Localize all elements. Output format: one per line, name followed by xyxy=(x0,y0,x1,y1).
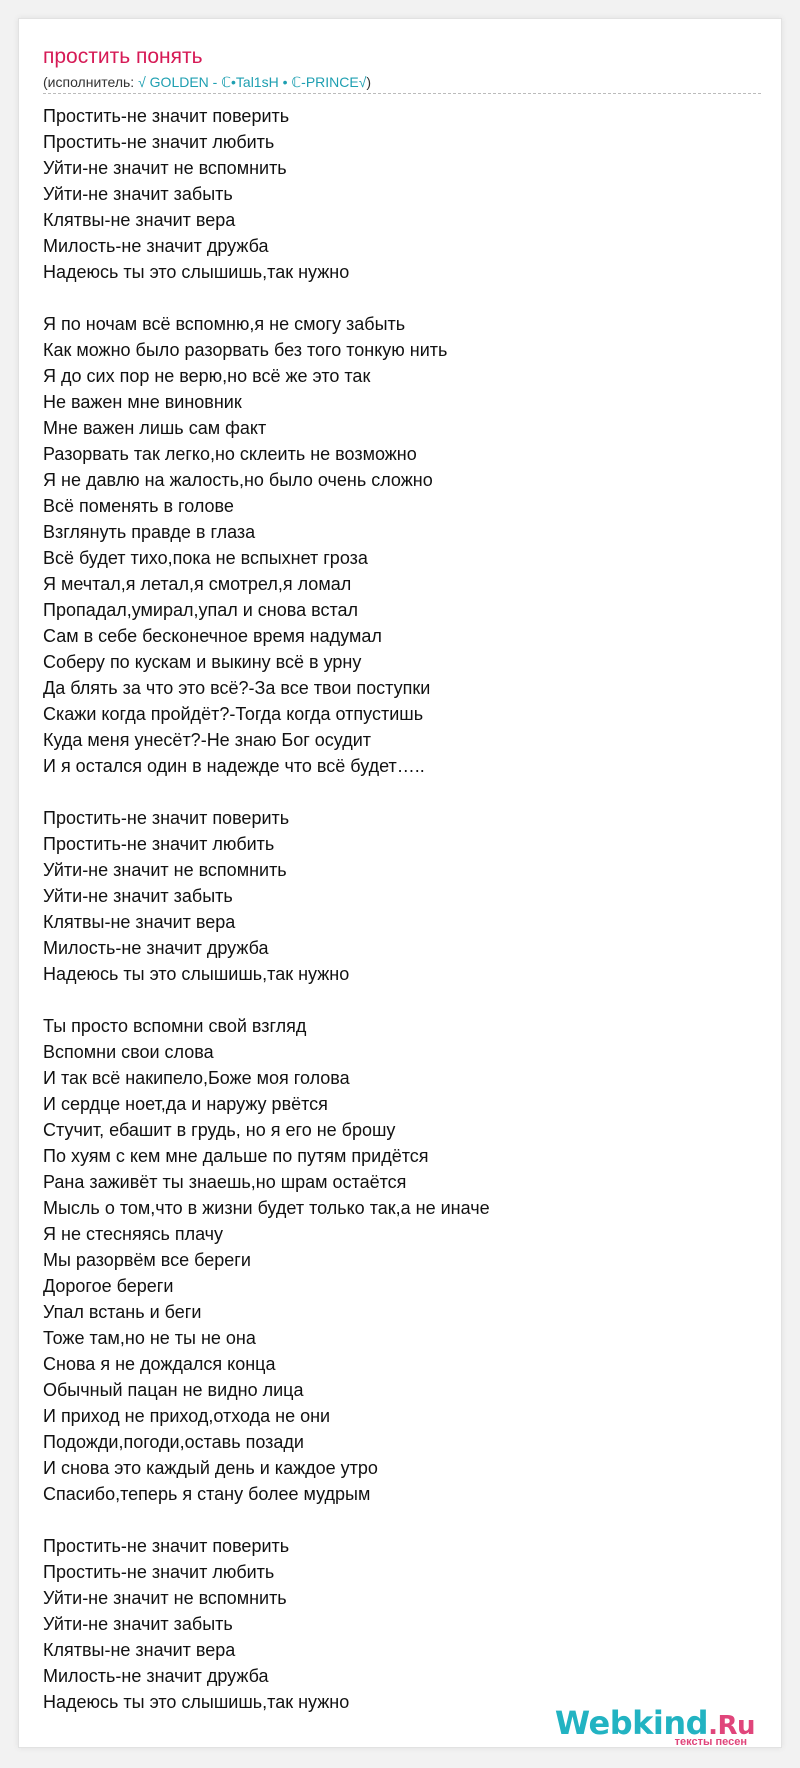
lyric-line: Куда меня унесёт?-Не знаю Бог осудит xyxy=(43,730,372,750)
site-logo[interactable] xyxy=(554,1704,755,1748)
lyric-line: Мысль о том,что в жизни будет только так,а не иначе xyxy=(43,1198,490,1218)
lyric-line: Да блять за что это всё?-За все твои поступки xyxy=(43,678,431,698)
lyric-line: Клятвы-не значит вера xyxy=(43,912,236,932)
logo-subtitle: тексты песен xyxy=(674,1736,747,1748)
lyric-line: Пропадал,умирал,упал и снова встал xyxy=(43,600,359,620)
lyric-line: Сам в себе бесконечное время надумал xyxy=(43,626,382,646)
lyric-line: Надеюсь ты это слышишь,так нужно xyxy=(43,1692,350,1712)
lyric-line: Разорвать так легко,но склеить не возможно xyxy=(43,444,417,464)
lyric-line: Скажи когда пройдёт?-Тогда когда отпустишь xyxy=(43,704,424,724)
lyric-line: Я по ночам всё вспомню,я не смогу забыть xyxy=(43,314,406,334)
lyric-line: Тоже там,но не ты не она xyxy=(43,1328,256,1348)
lyrics-text xyxy=(43,103,490,1715)
stanza-break xyxy=(43,987,490,1013)
lyric-line: Подожди,погоди,оставь позади xyxy=(43,1432,304,1452)
lyric-line: Вспомни свои слова xyxy=(43,1042,214,1062)
lyric-line: Клятвы-не значит вера xyxy=(43,210,236,230)
lyric-line: Уйти-не значит забыть xyxy=(43,184,233,204)
lyric-line: Клятвы-не значит вера xyxy=(43,1640,236,1660)
lyric-line: Простить-не значит любить xyxy=(43,132,275,152)
lyric-line: Обычный пацан не видно лица xyxy=(43,1380,304,1400)
lyric-line: Надеюсь ты это слышишь,так нужно xyxy=(43,262,350,282)
lyric-line: Взглянуть правде в глаза xyxy=(43,522,256,542)
lyric-line: Простить-не значит поверить xyxy=(43,106,290,126)
lyric-line: По хуям с кем мне дальше по путям придётся xyxy=(43,1146,429,1166)
lyric-line: Милость-не значит дружба xyxy=(43,938,269,958)
header-divider xyxy=(43,93,761,94)
lyric-line: Рана заживёт ты знаешь,но шрам остаётся xyxy=(43,1172,407,1192)
lyric-line: Милость-не значит дружба xyxy=(43,236,269,256)
lyrics-card xyxy=(18,18,782,1748)
lyric-line: Снова я не дождался конца xyxy=(43,1354,276,1374)
lyric-line: Мы разорвём все береги xyxy=(43,1250,251,1270)
stanza-break xyxy=(43,779,490,805)
lyric-line: Всё будет тихо,пока не вспыхнет гроза xyxy=(43,548,368,568)
lyric-line: И сердце ноет,да и наружу рвётся xyxy=(43,1094,328,1114)
stanza-break xyxy=(43,285,490,311)
lyric-line: Уйти-не значит не вспомнить xyxy=(43,860,287,880)
lyric-line: Простить-не значит поверить xyxy=(43,808,290,828)
artist-line xyxy=(43,74,371,91)
logo-main-text: Webkind xyxy=(554,1704,709,1742)
logo-suffix-text: .Ru xyxy=(708,1711,755,1741)
lyric-line: Не важен мне виновник xyxy=(43,392,242,412)
song-title: простить понять xyxy=(43,45,203,68)
lyric-line: Мне важен лишь сам факт xyxy=(43,418,267,438)
artist-prefix: (исполнитель: xyxy=(43,74,139,90)
lyric-line: Спасибо,теперь я стану более мудрым xyxy=(43,1484,371,1504)
lyric-line: Упал встань и беги xyxy=(43,1302,202,1322)
lyric-line: Стучит, ебашит в грудь, но я его не брошу xyxy=(43,1120,396,1140)
lyric-line: Милость-не значит дружба xyxy=(43,1666,269,1686)
lyric-line: Всё поменять в голове xyxy=(43,496,234,516)
lyric-line: Я мечтал,я летал,я смотрел,я ломал xyxy=(43,574,352,594)
lyric-line: И приход не приход,отхода не они xyxy=(43,1406,331,1426)
lyric-line: Надеюсь ты это слышишь,так нужно xyxy=(43,964,350,984)
lyric-line: Я до сих пор не верю,но всё же это так xyxy=(43,366,371,386)
artist-link[interactable]: √ GOLDEN - ℂ•Tal1sH • ℂ-PRINCE√ xyxy=(138,74,367,90)
lyric-line: Дорогое береги xyxy=(43,1276,174,1296)
lyric-line: Соберу по кускам и выкину всё в урну xyxy=(43,652,362,672)
lyric-line: Уйти-не значит забыть xyxy=(43,886,233,906)
lyric-line: Как можно было разорвать без того тонкую нить xyxy=(43,340,448,360)
lyric-line: И так всё накипело,Боже моя голова xyxy=(43,1068,350,1088)
lyric-line: Простить-не значит любить xyxy=(43,1562,275,1582)
lyric-line: И снова это каждый день и каждое утро xyxy=(43,1458,378,1478)
lyric-line: Простить-не значит поверить xyxy=(43,1536,290,1556)
lyric-line: Я не давлю на жалость,но было очень сложно xyxy=(43,470,433,490)
lyric-line: Уйти-не значит забыть xyxy=(43,1614,233,1634)
lyric-line: И я остался один в надежде что всё будет….. xyxy=(43,756,425,776)
lyric-line: Я не стесняясь плачу xyxy=(43,1224,224,1244)
lyric-line: Простить-не значит любить xyxy=(43,834,275,854)
artist-suffix: ) xyxy=(366,74,372,90)
lyric-line: Уйти-не значит не вспомнить xyxy=(43,1588,287,1608)
lyric-line: Уйти-не значит не вспомнить xyxy=(43,158,287,178)
stanza-break xyxy=(43,1507,490,1533)
lyric-line: Ты просто вспомни свой взгляд xyxy=(43,1016,307,1036)
